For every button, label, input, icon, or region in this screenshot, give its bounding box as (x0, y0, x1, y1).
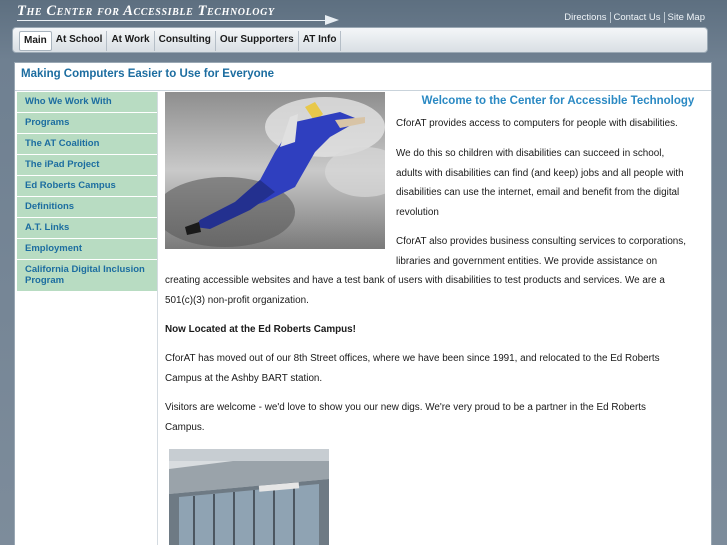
consulting-line-1: CforAT also provides business consulting services to corporations, (396, 236, 686, 247)
tab-at-info[interactable]: AT Info (299, 31, 342, 51)
sidebar-item-employment[interactable]: Employment (17, 239, 157, 260)
consulting-line-3: creating accessible websites and have a test bank of users with disabilities to test products and services. We are a (165, 275, 665, 286)
page-tagline: Making Computers Easier to Use for Everyone (21, 68, 275, 80)
sidebar-item-programs[interactable]: Programs (17, 113, 157, 134)
mission-line-4: revolution (396, 207, 439, 218)
logo-underline (17, 20, 329, 21)
sidebar-item-at-links[interactable]: A.T. Links (17, 218, 157, 239)
sidebar-item-definitions[interactable]: Definitions (17, 197, 157, 218)
tab-our-supporters[interactable]: Our Supporters (216, 31, 299, 51)
contact-us-link[interactable]: Contact Us (610, 12, 664, 23)
sidebar-item-ipad-project[interactable]: The iPad Project (17, 155, 157, 176)
mission-line-3: disabilities can use the internet, email and benefit from the digital (396, 187, 680, 198)
logo-text: The Center for Accessible Technology (17, 3, 275, 19)
content-panel (14, 62, 712, 545)
consulting-line-4: 501(c)(3) non-profit organization. (165, 295, 309, 306)
divider (15, 90, 711, 91)
visitors-line-1: Visitors are welcome - we'd love to show you our new digs. We're very proud to be a partner in the Ed Roberts (165, 402, 646, 413)
directions-link[interactable]: Directions (564, 12, 607, 23)
visitors-line-2: Campus. (165, 422, 205, 433)
intro-paragraph: CforAT provides access to computers for people with disabilities. (396, 118, 678, 129)
main-nav (12, 27, 708, 53)
tab-at-school[interactable]: At School (52, 31, 108, 51)
welcome-title: Welcome to the Center for Accessible Technology (421, 95, 695, 107)
mission-line-2: adults with disabilities can find (and keep) jobs and all people with (396, 168, 684, 179)
hero-image-flying-man (165, 92, 385, 249)
sidebar-item-who-we-work-with[interactable]: Who We Work With (17, 92, 157, 113)
site-map-link[interactable]: Site Map (664, 12, 709, 23)
sidebar-item-california-digital-inclusion[interactable]: California Digital Inclusion Program (17, 260, 157, 292)
sidebar-menu (17, 92, 157, 292)
campus-heading: Now Located at the Ed Roberts Campus! (165, 324, 356, 335)
top-links (561, 12, 708, 23)
move-line-1: CforAT has moved out of our 8th Street offices, where we have been since 1991, and relocated to the Ed Roberts (165, 353, 660, 364)
mission-line-1: We do this so children with disabilities can succeed in school, (396, 148, 665, 159)
logo-arrow-icon (325, 15, 339, 25)
sidebar-item-ed-roberts-campus[interactable]: Ed Roberts Campus (17, 176, 157, 197)
move-line-2: Campus at the Ashby BART station. (165, 373, 323, 384)
sidebar-item-at-coalition[interactable]: The AT Coalition (17, 134, 157, 155)
tab-at-work[interactable]: At Work (107, 31, 154, 51)
campus-building-image (169, 449, 329, 545)
tab-consulting[interactable]: Consulting (155, 31, 216, 51)
tab-main[interactable]: Main (19, 31, 52, 51)
consulting-line-2: libraries and government entities. We provide assistance on (396, 256, 658, 267)
site-logo[interactable] (17, 2, 337, 24)
sidebar-divider (157, 92, 158, 545)
